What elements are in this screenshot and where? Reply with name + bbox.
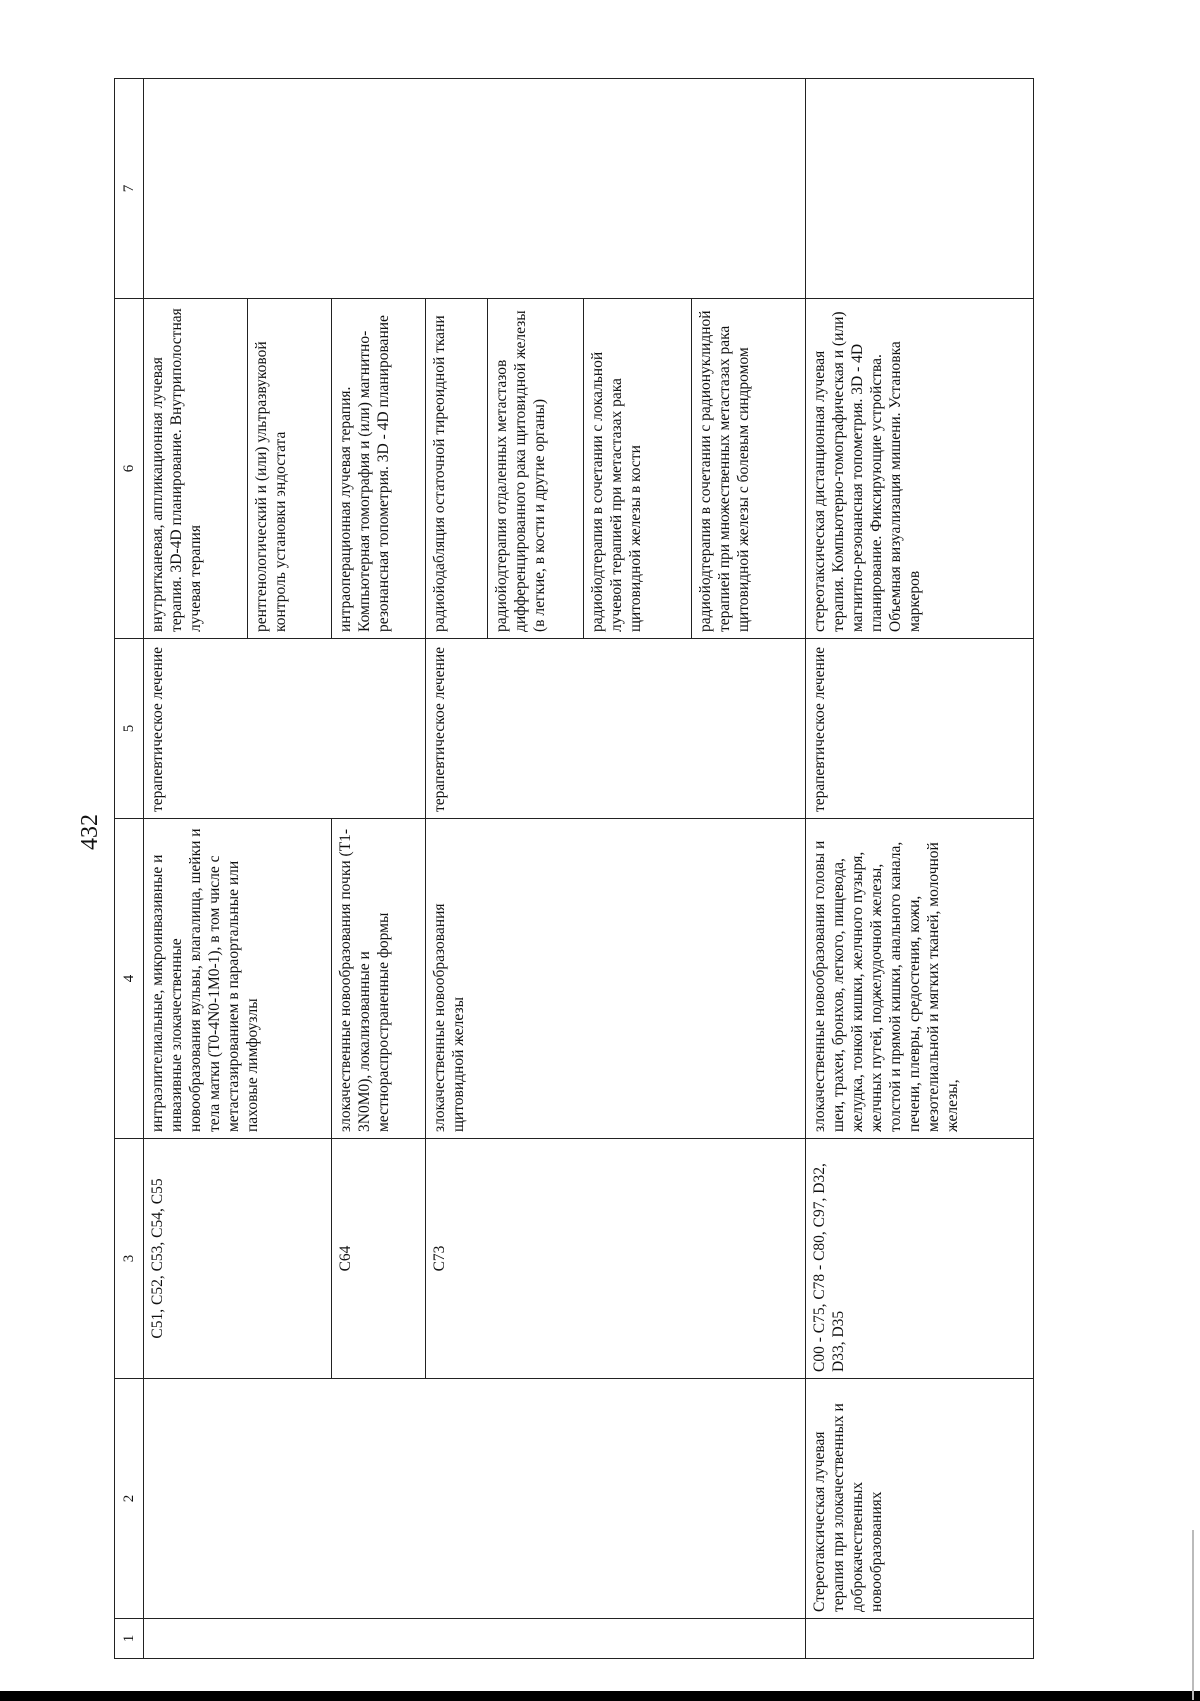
cell-col1 [144, 1619, 806, 1659]
cell-diagnosis: злокачественные новообразования почки (T1-3N0M0), локализованные и местнораспространенные формы [332, 819, 426, 1139]
cell-method: радиойодтерапия в сочетании с радионуклидной терапией при множественных метастазах рака щитовидной железы с болевым синдромом [692, 299, 806, 639]
table-row [806, 79, 1034, 1659]
cell-method: радиойодтерапия в сочетании с локальной лучевой терапией при метастазах рака щитовидной железы в кости [584, 299, 692, 639]
header-row [115, 79, 144, 1659]
cell-method: рентгенологический и (или) ультразвуковой контроль установки эндостата [248, 299, 332, 639]
column-header: 3 [115, 1139, 144, 1379]
cell-col1 [806, 1619, 1034, 1659]
cell-icd-codes: C51, C52, C53, C54, C55 [144, 1139, 332, 1379]
cell-treatment-type: терапевтическое лечение [426, 639, 806, 819]
cell-method-group: Стереотаксическая лучевая терапия при злокачественных и доброкачественных новообразованиях [806, 1379, 1034, 1619]
cell-diagnosis: интраэпителиальные, микроинвазивные и инвазивные злокачественные новообразования вульвы, влагалища, шейки и тела матки (T0-4N0-1M0-1), в том числе с метастазированием в параортальные или паховые лимфоузлы [144, 819, 332, 1139]
column-header: 7 [115, 79, 144, 299]
column-header: 4 [115, 819, 144, 1139]
cell-treatment-type: терапевтическое лечение [806, 639, 1034, 819]
medical-procedures-table [114, 78, 1034, 1659]
cell-method: интраоперационная лучевая терапия. Компьютерная томография и (или) магнитно-резонансная топометрия. 3D - 4D планирование [332, 299, 426, 639]
cell-icd-codes: C00 - C75, C78 - C80, C97, D32, D33, D35 [806, 1139, 1034, 1379]
column-header: 1 [115, 1619, 144, 1659]
cell-diagnosis: злокачественные новообразования головы и шеи, трахеи, бронхов, легкого, пищевода, желудка, тонкой кишки, желчного пузыря, желчных путей, поджелудочной железы, толстой и прямой кишки, анального канала, печени, плевры, средостения, кожи, мезотелиальной и мягких тканей, молочной железы, [806, 819, 1034, 1139]
page-number: 432 [77, 814, 103, 850]
cell-method: радиойодтерапия отдаленных метастазов дифференцированного рака щитовидной железы (в легкие, в кости и другие органы) [488, 299, 584, 639]
cell-icd-codes: C64 [332, 1139, 426, 1379]
rotated-table-container [114, 99, 1034, 1659]
column-header: 2 [115, 1379, 144, 1619]
column-header: 5 [115, 639, 144, 819]
cell-method: стереотаксическая дистанционная лучевая терапия. Компьютерно-томографическая и (или) магнитно-резонансная топометрия. 3D - 4D планирование. Фиксирующие устройства. Объемная визуализация мишени. Установка маркеров [806, 299, 1034, 639]
column-header: 6 [115, 299, 144, 639]
cell-icd-codes: C73 [426, 1139, 806, 1379]
cell-diagnosis: злокачественные новообразования щитовидной железы [426, 819, 806, 1139]
cell-method: радиойодабляция остаточной тиреоидной ткани [426, 299, 488, 639]
cell-col2 [144, 1379, 806, 1619]
cell-col7 [806, 79, 1034, 299]
scan-bottom-bar [0, 1691, 1200, 1701]
cell-treatment-type: терапевтическое лечение [144, 639, 426, 819]
table-row [144, 79, 248, 1659]
cell-col7 [144, 79, 806, 299]
cell-method: внутритканевая, аппликационная лучевая терапия. 3D-4D планирование. Внутриполостная лучевая терапия [144, 299, 248, 639]
scan-edge-line [1192, 1530, 1194, 1700]
